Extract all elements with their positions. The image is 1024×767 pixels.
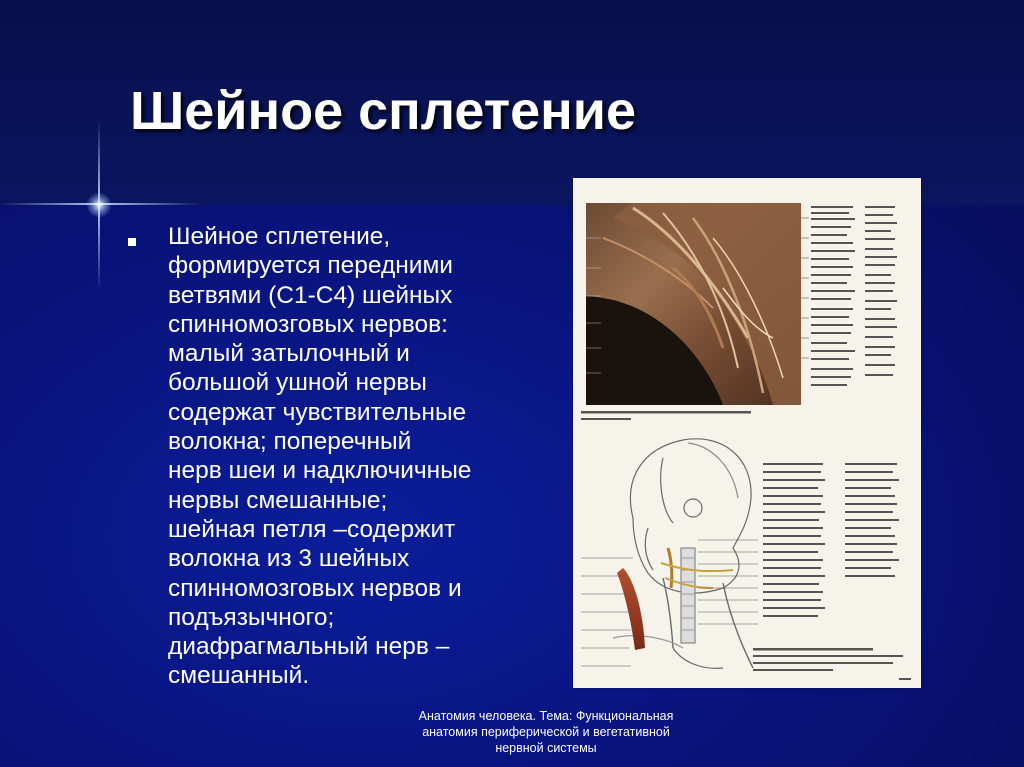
dissection-photo: [573, 203, 809, 405]
anatomy-figure-svg: [573, 178, 921, 688]
diagram-muscle: [617, 548, 733, 650]
bottom-legend: [753, 463, 911, 680]
bullet-text: Шейное сплетение, формируется передними ветвями (С1-С4) шейных спинномозговых нервов: малый затылочный и большой ушной нервы содержат чувствительные волокна; поперечный нерв шеи и надключичные нервы смешанные; шейная петля –содержит волокна из 3 шейных спинномозговых нервов и подъязычного; диафрагмальный нерв – смешанный.: [168, 223, 472, 690]
anatomy-figure: [573, 178, 921, 688]
footer-caption: Анатомия человека. Тема: Функциональная анатомия периферической и вегетативной нервной системы: [418, 709, 674, 755]
slide-title: Шейное сплетение: [130, 81, 637, 141]
star-flare-icon: [86, 192, 112, 218]
bullet-square-icon: [128, 238, 136, 246]
